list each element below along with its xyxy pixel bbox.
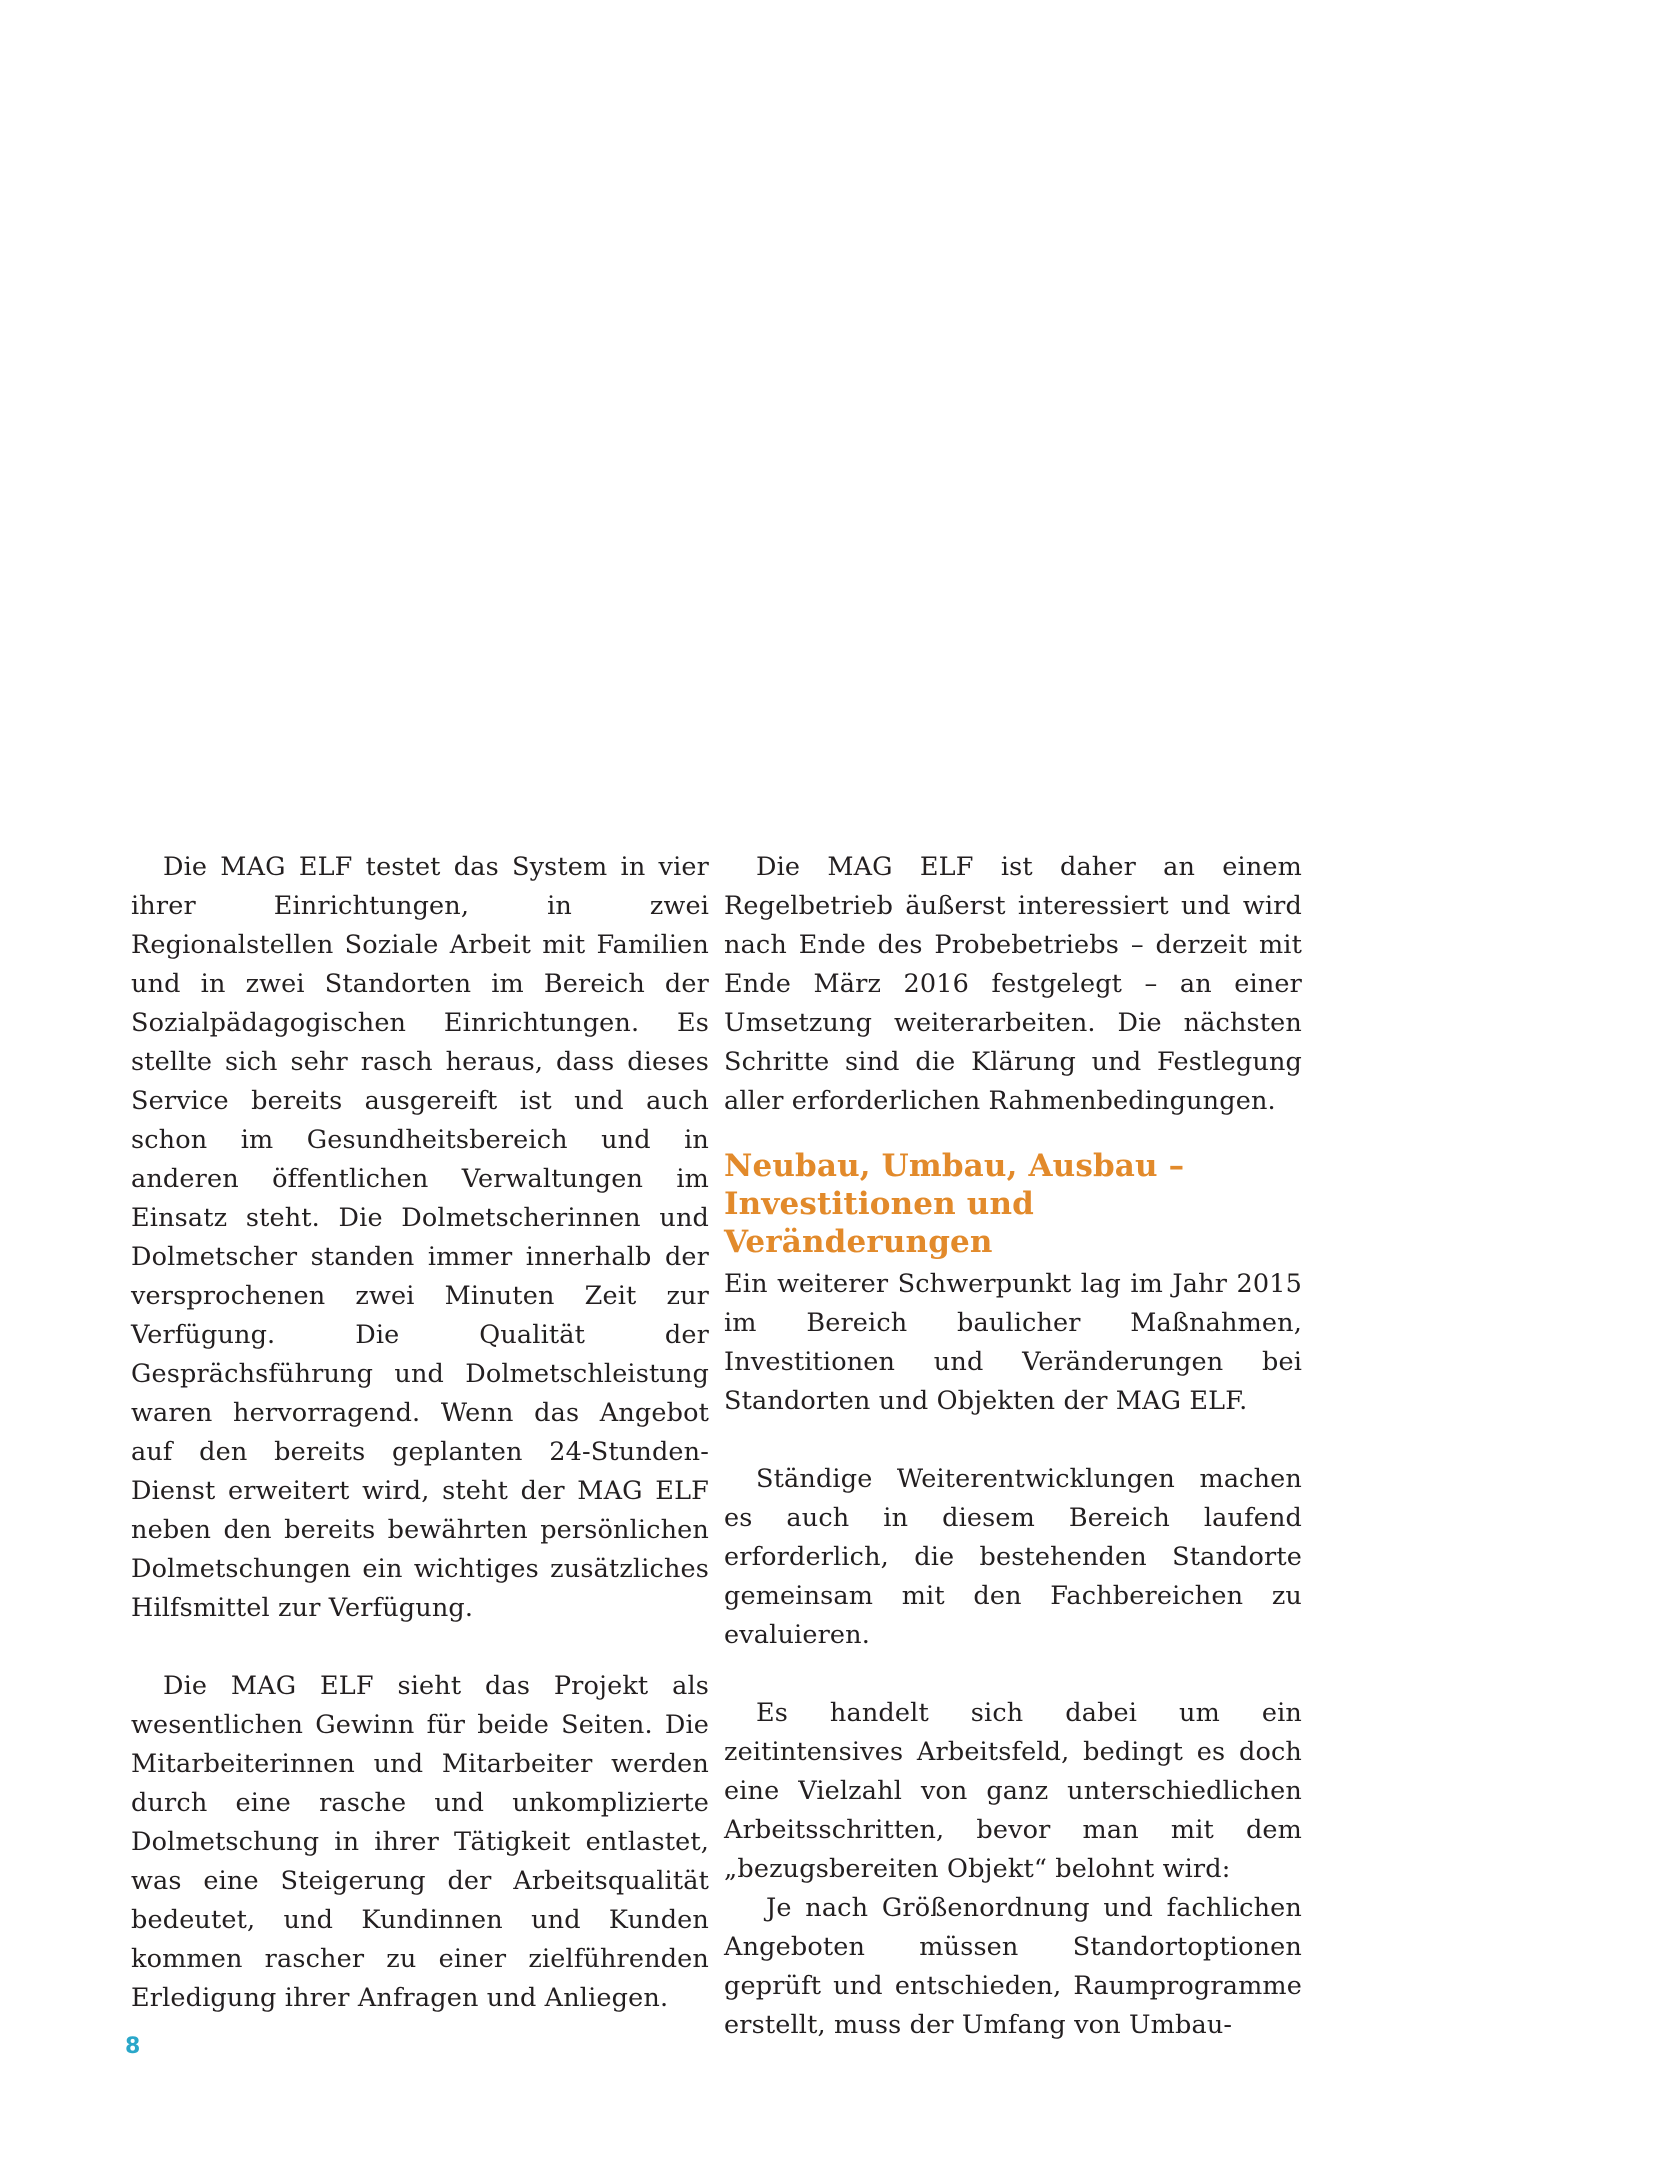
right-text-column [724,848,1302,2045]
left-text-column [131,848,709,2018]
body-paragraph: Ständige Weiterentwicklungen machen es auch in diesem Bereich laufend erforderlich, die bestehenden Standorte gemeinsam mit den Fachbereichen zu evaluieren. [724,1464,1302,1650]
body-paragraph: Je nach Größenordnung und fachlichen Angeboten müssen Standortoptionen geprüft und entschieden, Raumprogramme erstellt, muss der Umfang von Umbau- [724,1893,1302,2040]
section-heading: Neubau, Umbau, Ausbau – Investitionen und Veränderungen [724,1148,1185,1260]
body-paragraph: Die MAG ELF sieht das Projekt als wesentlichen Gewinn für beide Seiten. Die Mitarbeiterinnen und Mitarbeiter werden durch eine rasche und unkomplizierte Dolmetschung in ihrer Tätigkeit entlastet, was eine Steigerung der Arbeitsqualität bedeutet, und Kundinnen und Kunden kommen rascher zu einer zielführenden Erledigung ihrer Anfragen und Anliegen. [131,1671,709,2013]
body-paragraph: Es handelt sich dabei um ein zeitintensives Arbeitsfeld, bedingt es doch eine Vielzahl von ganz unterschiedlichen Arbeitsschritten, bevor man mit dem „bezugsbereiten Objekt“ belohnt wird: [724,1698,1302,1884]
page-number: 8 [125,2034,141,2059]
body-paragraph: Die MAG ELF testet das System in vier ihrer Einrichtungen, in zwei Regionalstellen Soziale Arbeit mit Familien und in zwei Standorten im Bereich der Sozialpädagogischen Einrichtungen. Es stellte sich sehr rasch heraus, dass dieses Service bereits ausgereift ist und auch schon im Gesundheitsbereich und in anderen öffentlichen Verwaltungen im Einsatz steht. Die Dolmetscherinnen und Dolmetscher standen immer innerhalb der versprochenen zwei Minuten Zeit zur Verfügung. Die Qualität der Gesprächsführung und Dolmetschleistung waren hervorragend. Wenn das Angebot auf den bereits geplanten 24-Stunden-Dienst erweitert wird, steht der MAG ELF neben den bereits bewährten persönlichen Dolmetschungen ein wichtiges zusätzliches Hilfsmittel zur Verfügung. [131,852,709,1623]
body-paragraph: Ein weiterer Schwerpunkt lag im Jahr 2015 im Bereich baulicher Maßnahmen, Investitionen und Veränderungen bei Standorten und Objekten der MAG ELF. [724,1269,1302,1416]
body-paragraph: Die MAG ELF ist daher an einem Regelbetrieb äußerst interessiert und wird nach Ende des Probebetriebs – derzeit mit Ende März 2016 festgelegt – an einer Umsetzung weiterarbeiten. Die nächsten Schritte sind die Klärung und Festlegung aller erforderlichen Rahmenbedingungen. [724,852,1302,1116]
